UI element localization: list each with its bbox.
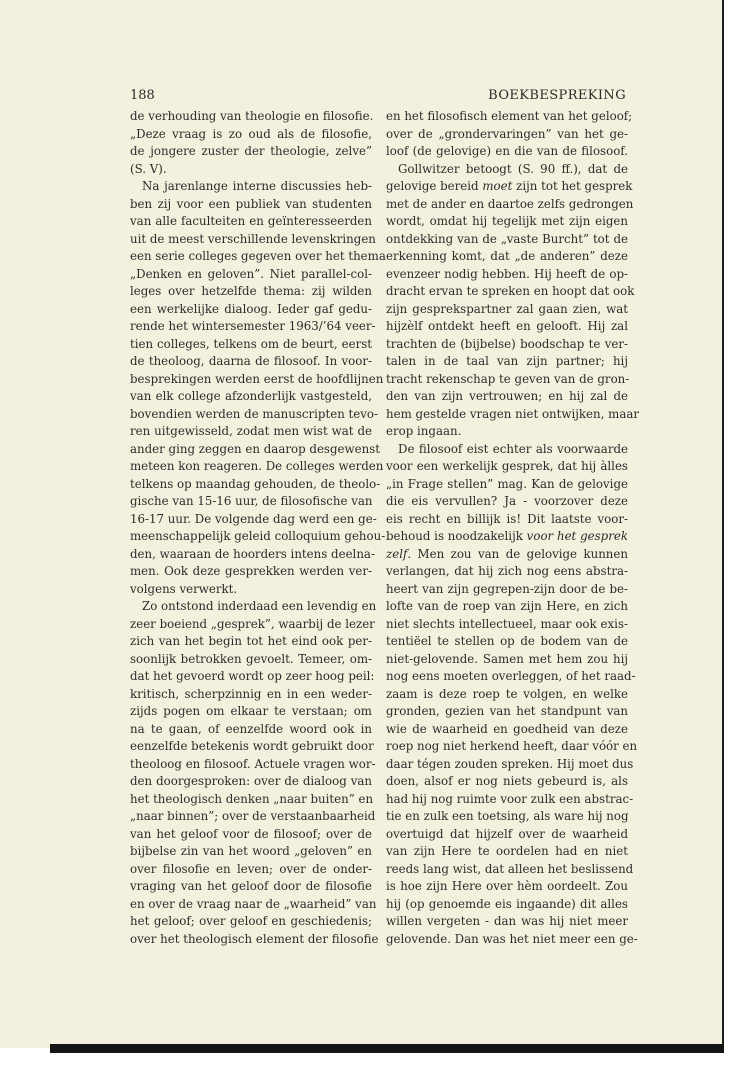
text-line: vraging van het geloof door de filosofie: [130, 879, 372, 893]
text-line: dat het gevoerd wordt op zeer hoog peil:: [130, 669, 375, 683]
text-line: De filosoof eist echter als voorwaarde: [398, 441, 628, 456]
text-line: en over de vraag naar de „waarheid” van: [130, 896, 377, 911]
text-line: men. Ook deze gesprekken werden ver-: [130, 564, 372, 578]
text-line: de theoloog, daarna de filosoof. In voor-: [130, 354, 372, 368]
text-line: een serie colleges gegeven over het thema: [130, 249, 386, 263]
text-line: eenzelfde betekenis wordt gebruikt door: [130, 739, 374, 753]
text-line: gelovige bereid moet zijn tot het gesprek: [386, 179, 633, 193]
left-column: [130, 108, 386, 948]
text-line: niet-gelovende. Samen met hem zou hij: [386, 651, 628, 666]
text-line: en het filosofisch element van het geloof;: [386, 109, 633, 123]
text-line: nog eens moeten overleggen, of het raad-: [386, 669, 636, 683]
text-line: ander ging zeggen en daarop desgewenst: [130, 441, 380, 456]
text-line: meenschappelijk geleid colloquium gehou-: [130, 529, 386, 543]
page-number: 188: [130, 88, 155, 103]
text-line: loof (de gelovige) en die van de filosoof.: [386, 144, 628, 158]
text-line: gische van 15-16 uur, de filosofische van: [130, 494, 373, 508]
text-line: erkenning komt, dat „de anderen” deze: [386, 249, 628, 263]
text-line: tracht rekenschap te geven van de gron-: [386, 371, 630, 386]
text-line: evenzeer nodig hebben. Hij heeft de op-: [386, 266, 628, 281]
scan-edge-right: [722, 0, 724, 1050]
text-line: Gollwitzer betoogt (S. 90 ff.), dat de: [398, 161, 628, 176]
text-line: besprekingen werden eerst de hoofdlijnen: [130, 371, 384, 386]
text-line: ontdekking van de „vaste Burcht” tot de: [386, 231, 628, 246]
text-line: over filosofie en leven; over de onder-: [130, 861, 372, 876]
text-line: zijds pogen om elkaar te verstaan; om: [130, 704, 372, 718]
text-line: meteen kon reageren. De colleges werden: [130, 459, 384, 473]
text-line: zich van het begin tot het eind ook per-: [130, 634, 372, 648]
scan-edge-bottom: [50, 1044, 724, 1053]
text-line: roep nog niet herkend heeft, daar vóór en: [386, 739, 638, 753]
right-column: [386, 108, 640, 948]
text-line: het theologisch denken „naar buiten” en: [130, 791, 374, 806]
text-line: hij (op genoemde eis ingaande) dit alles: [386, 896, 628, 911]
text-line: over het theologisch element der filosofie: [130, 931, 379, 946]
text-line: is hoe zijn Here over hèm oordeelt. Zou: [386, 879, 628, 893]
text-line: eis recht en billijk is! Dit laatste voor-: [386, 511, 628, 526]
text-line: den van zijn vertrouwen; en hij zal de: [386, 389, 628, 403]
text-line: doen, alsof er nog niets gebeurd is, als: [386, 774, 628, 788]
text-line: wordt, omdat hij tegelijk met zijn eigen: [386, 214, 628, 228]
text-line: die eis vervullen? Ja - voorzover deze: [386, 494, 628, 508]
text-line: soonlijk betrokken gevoelt. Temeer, om-: [130, 651, 372, 666]
text-line: volgens verwerkt.: [130, 581, 238, 596]
text-line: van het geloof voor de filosoof; over de: [130, 826, 372, 841]
text-line: ben zij voor een publiek van studenten: [130, 196, 372, 211]
text-line: „Deze vraag is zo oud als de filosofie,: [130, 126, 372, 141]
text-line: den, waaraan de hoorders intens deelna-: [130, 546, 375, 561]
text-line: het geloof; over geloof en geschiedenis;: [130, 914, 372, 928]
text-line: kritisch, scherpzinnig en in een weder-: [130, 686, 372, 701]
text-line: over de „grondervaringen” van het ge-: [386, 126, 628, 141]
text-line: „in Frage stellen” mag. Kan de gelovige: [386, 476, 628, 491]
text-line: bovendien werden de manuscripten tevo-: [130, 406, 379, 421]
text-line: een werkelijke dialoog. Ieder gaf gedu-: [130, 301, 372, 316]
text-line: zeer boeiend „gesprek”, waarbij de lezer: [130, 616, 375, 631]
text-line: behoud is noodzakelijk voor het gesprek: [386, 529, 628, 543]
text-line: hijzèlf ontdekt heeft en gelooft. Hij zal: [386, 319, 628, 333]
text-line: erop ingaan.: [386, 424, 462, 438]
text-line: Na jarenlange interne discussies heb-: [142, 179, 372, 193]
text-line: zijn gesprekspartner zal gaan zien, wat: [386, 301, 628, 316]
text-line: tentiëel te stellen op de bodem van de: [386, 634, 628, 648]
text-line: rende het wintersemester 1963/’64 veer-: [130, 319, 376, 333]
text-line: de jongere zuster der theologie, zelve”: [130, 144, 372, 158]
text-line: dracht ervan te spreken en hoopt dat ook: [386, 284, 635, 298]
text-line: hem gestelde vragen niet ontwijken, maar: [386, 406, 640, 421]
text-line: lofte van de roep van zijn Here, en zich: [386, 599, 628, 613]
text-line: voor een werkelijk gesprek, dat hij àlles: [386, 459, 628, 473]
text-line: wie de waarheid en goedheid van deze: [386, 721, 628, 736]
running-head: BOEKBESPREKING: [488, 88, 626, 103]
text-line: gelovende. Dan was het niet meer een ge-: [386, 931, 638, 946]
text-line: had hij nog ruimte voor zulk een abstrac-: [386, 791, 634, 806]
text-line: van elk college afzonderlijk vastgesteld,: [130, 389, 372, 403]
text-line: theoloog en filosoof. Actuele vragen wor-: [130, 756, 376, 771]
text-line: „naar binnen”; over de verstaanbaarheid: [130, 809, 376, 823]
text-line: bijbelse zin van het woord „geloven” en: [130, 844, 372, 858]
text-line: heert van zijn gegrepen-zijn door de be-: [386, 581, 628, 596]
text-line: zelf. Men zou van de gelovige kunnen: [386, 546, 628, 561]
text-line: den doorgesproken: over de dialoog van: [130, 774, 372, 788]
text-line: verlangen, dat hij zich nog eens abstra-: [386, 564, 628, 578]
text-line: ren uitgewisseld, zodat men wist wat de: [130, 424, 372, 438]
text-line: 16-17 uur. De volgende dag werd een ge-: [130, 511, 377, 526]
text-line: Zo ontstond inderdaad een levendig en: [142, 599, 377, 613]
text-line: talen in de taal van zijn partner; hij: [386, 354, 628, 368]
text-line: „Denken en geloven”. Niet parallel-col-: [130, 266, 372, 281]
text-line: reeds lang wist, dat alleen het beslissend: [386, 861, 634, 876]
text-line: na te gaan, of eenzelfde woord ook in: [130, 721, 372, 736]
page-header: [130, 88, 626, 104]
text-line: zaam is deze roep te volgen, en welke: [386, 686, 628, 701]
text-line: van alle faculteiten en geïnteresseerden: [130, 214, 372, 228]
text-line: van zijn Here te oordelen had en niet: [386, 844, 628, 858]
text-line: met de ander en daartoe zelfs gedrongen: [386, 196, 634, 211]
text-line: de verhouding van theologie en filosofie.: [130, 109, 374, 123]
text-line: daar tégen zouden spreken. Hij moet dus: [386, 756, 634, 771]
text-line: willen vergeten - dan was hij niet meer: [386, 914, 628, 928]
text-line: overtuigd dat hijzelf over de waarheid: [386, 826, 628, 841]
text-line: trachten de (bijbelse) boodschap te ver-: [386, 336, 628, 351]
text-line: tie en zulk een toetsing, als ware hij nog: [386, 809, 629, 823]
text-line: leges over hetzelfde thema: zij wilden: [130, 284, 372, 298]
text-line: gronden, gezien van het standpunt van: [386, 704, 628, 718]
text-line: telkens op maandag gehouden, de theolo-: [130, 476, 381, 491]
text-line: (S. V).: [130, 161, 167, 176]
text-line: niet slechts intellectueel, maar ook exis-: [386, 616, 628, 631]
text-line: tien colleges, telkens om de beurt, eerst: [130, 336, 372, 351]
text-line: uit de meest verschillende levenskringen: [130, 231, 376, 246]
